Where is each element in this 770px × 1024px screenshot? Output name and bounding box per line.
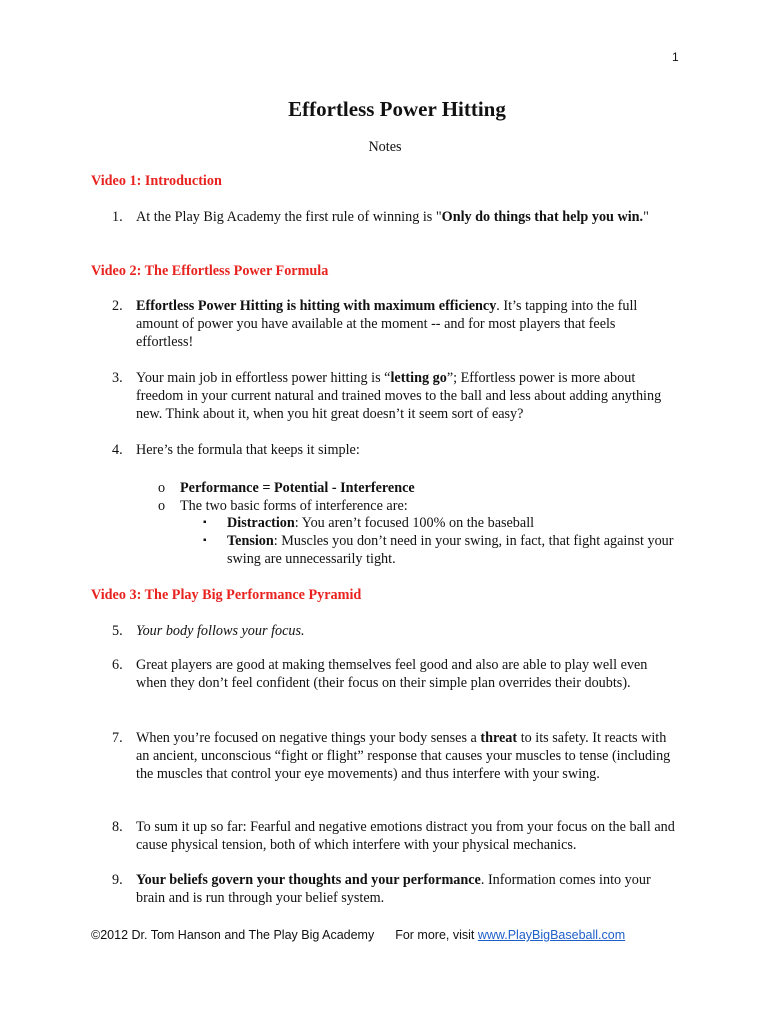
section-heading-video-1: Video 1: Introduction (91, 173, 222, 189)
item-number: 4. (112, 442, 123, 458)
item-text: At the Play Big Academy the first rule of winning is "Only do things that help you win." (136, 209, 649, 225)
item-number: 7. (112, 730, 123, 746)
item-text: Your beliefs govern your thoughts and your performance. Information comes into your brain and is run through your belief system. (136, 872, 651, 906)
item-number: 5. (112, 623, 123, 639)
section-heading-video-2: Video 2: The Effortless Power Formula (91, 263, 329, 279)
square-bullet-icon: ▪ (203, 517, 207, 528)
footer-website-link[interactable]: www.PlayBigBaseball.com (477, 928, 626, 942)
item-text: Effortless Power Hitting is hitting with maximum efficiency. It’s tapping into the full amount of power you have available at the moment -- and for most players that feels effortless! (136, 298, 638, 350)
bullet-marker: o (158, 480, 166, 496)
page-number: 1 (672, 50, 679, 64)
item-number: 8. (112, 819, 123, 835)
item-number: 2. (112, 298, 123, 314)
section-heading-video-3: Video 3: The Play Big Performance Pyramid (91, 587, 362, 603)
item-text: When you’re focused on negative things your body senses a threat to its safety. It reacts with an ancient, unconscious “fight or flight” response that causes your muscles to tense (including the muscles that control your eye movements) and thus interfere with your swing. (136, 730, 671, 782)
bullet-marker: o (158, 498, 166, 514)
document-title: Effortless Power Hitting (288, 97, 506, 121)
footer-more: For more, visit (395, 928, 478, 942)
item-text: To sum it up so far: Fearful and negative emotions distract you from your focus on the ball and cause physical tension, both of which interfere with your physical mechanics. (136, 819, 675, 853)
square-bullet-icon: ▪ (203, 535, 207, 546)
item-number: 9. (112, 872, 123, 888)
item-number: 6. (112, 657, 123, 673)
item-text: Great players are good at making themselves feel good and also are able to play well even when they don’t feel confident (their focus on their simple plan overrides their doubts). (136, 657, 648, 691)
item-number: 1. (112, 209, 123, 225)
page-footer (91, 926, 625, 944)
item-number: 3. (112, 370, 123, 386)
document-subtitle: Notes (368, 139, 402, 155)
item-text: Your main job in effortless power hitting is “letting go”; Effortless power is more about freedom in your current natural and trained moves to the ball and less about adding anything new. Think about it, when you hit great doesn’t it seem sort of easy? (136, 370, 662, 422)
item-text: Here’s the formula that keeps it simple: (136, 442, 360, 458)
footer-copyright: ©2012 Dr. Tom Hanson and The Play Big Academy (91, 928, 375, 942)
